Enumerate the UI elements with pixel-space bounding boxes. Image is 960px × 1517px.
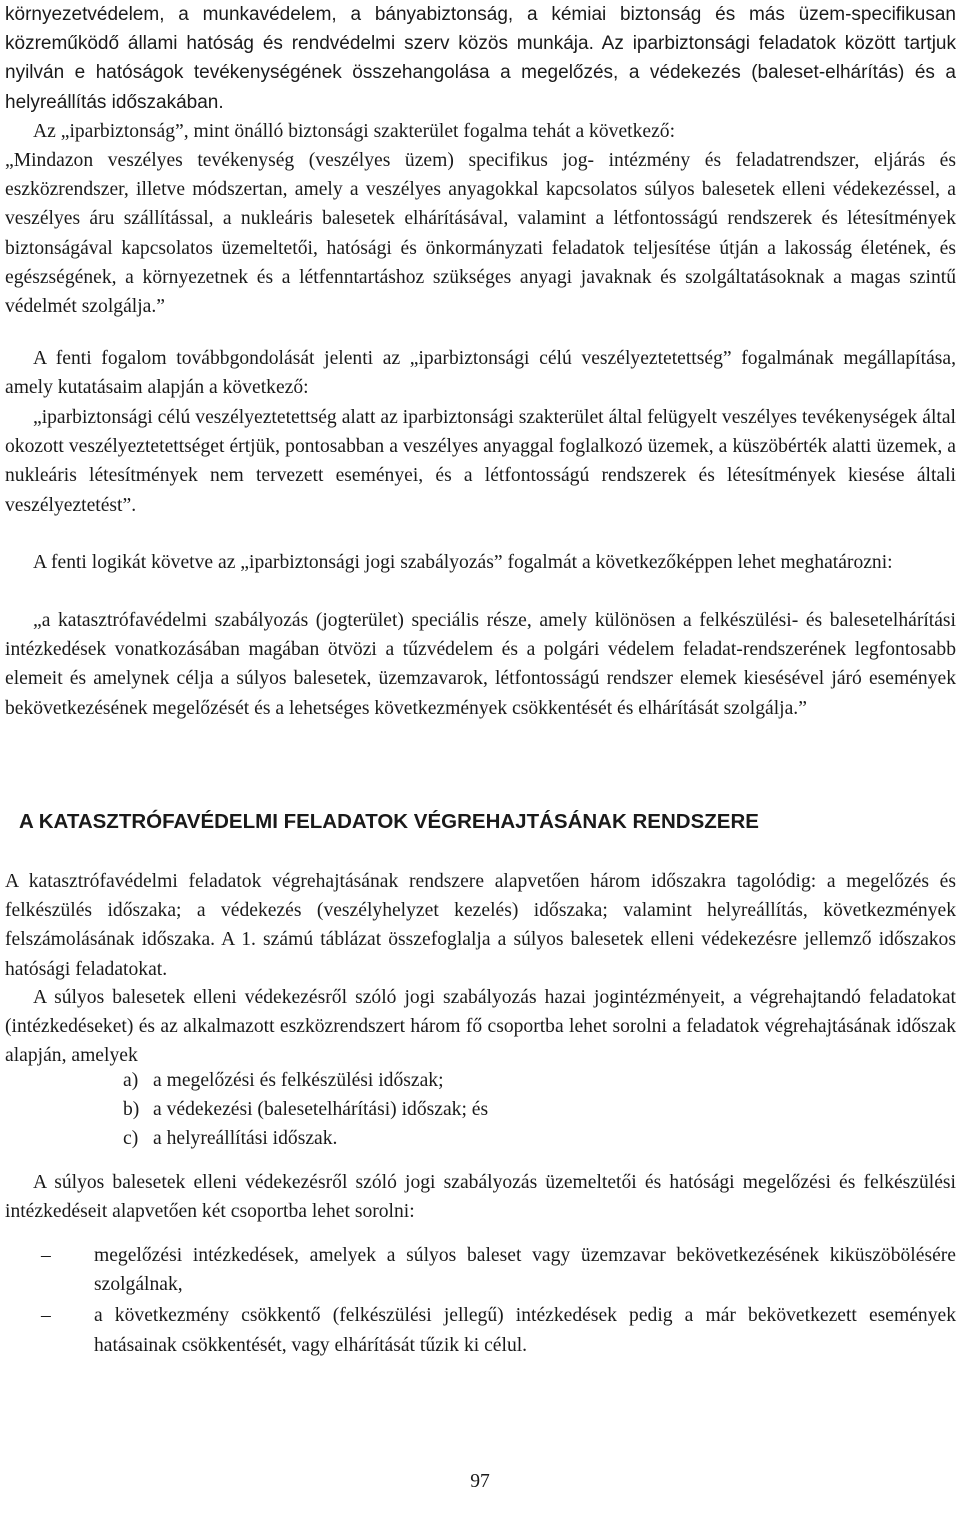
- dash-marker: –: [41, 1245, 51, 1266]
- list-item-text: a helyreállítási időszak.: [153, 1128, 338, 1150]
- measures-list: [5, 1241, 956, 1362]
- paragraph-10: A súlyos balesetek elleni védekezésről szóló jogi szabályozás üzemeltetői és hatósági megelőzési és felkészülési intézkedéseit alapvetően két csoportba lehet sorolni:: [5, 1172, 956, 1223]
- list-item-text: a védekezési (balesetelhárítási) időszak; és: [153, 1099, 489, 1121]
- list-item-text: a következmény csökkentő (felkészülési jellegű) intézkedések pedig a már bekövetkezett események hatásainak csökkentését, vagy elhárítását tűzik ki célul.: [94, 1305, 956, 1356]
- list-item: [5, 1301, 956, 1359]
- paragraph-1: környezetvédelem, a munkavédelem, a bányabiztonság, a kémiai biztonság és más üzem-specifikusan közreműködő állami hatóság és rendvédelmi szerv közös munkája. Az iparbiztonsági feladatok között tartjuk nyilván e hatóságok tevékenységének összehangolása a megelőzés, a védekezés (baleset-elhárítás) és a helyreállítás időszakában.: [5, 4, 956, 113]
- list-item: [5, 1066, 956, 1095]
- list-marker: a): [123, 1070, 139, 1091]
- list-item: [5, 1241, 956, 1299]
- list-item: [5, 1124, 956, 1153]
- paragraph-6: A fenti logikát követve az „iparbiztonsági jogi szabályozás” fogalmát a következőképpen lehet meghatározni:: [33, 552, 893, 573]
- paragraph-8: A katasztrófavédelmi feladatok végrehajtásának rendszere alapvetően három időszakra tagolódig: a megelőzés és felkészülés időszaka; a védekezés (veszélyhelyzet kezelés) időszaka; valamint helyreállítás, következmények felszámolásának időszaka. A 1. számú táblázat összefoglalja a súlyos balesetek elleni védekezésre jellemző időszakos hatósági feladatokat.: [5, 871, 956, 980]
- definition-veszelyeztetettseg: „iparbiztonsági célú veszélyeztetettség alatt az iparbiztonsági szakterület által felügyelt veszélyes tevékenységek által okozott veszélyeztetettséget értjük, pontosabban a veszélyes anyaggal foglalkozó üzemek, a küszöbérték alatti üzemek, a nukleáris létesítmények nem tervezett eseményei, és a létfontosságú rendszerek és létesítmények kiesése általi veszélyeztetést”.: [5, 407, 956, 516]
- paragraph-9: A súlyos balesetek elleni védekezésről szóló jogi szabályozás hazai jogintézményeit, a végrehajtandó feladatokat (intézkedéseket) és az alkalmazott eszközrendszert három fő csoportba lehet sorolni a feladatok végrehajtásának időszak alapján, amelyek: [5, 987, 956, 1067]
- definition-jogi-szabalyozas: „a katasztrófavédelmi szabályozás (jogterület) speciális része, amely különösen a felkészülési- és balesetelhárítási intézkedések vonatkozásában magában ötvözi a tűzvédelem és a polgári védelem feladat-rendszerének legfontosabb elemeit és amelynek célja a súlyos balesetek, üzemzavarok, létfontosságú rendszer elemek kiesésével járó események bekövetkezésének megelőzését és a lehetséges következmények csökkentését és elhárítását szolgálja.”: [5, 610, 956, 719]
- dash-marker: –: [41, 1305, 51, 1327]
- definition-iparbiztonsag: „Mindazon veszélyes tevékenység (veszélyes üzem) specifikus jog- intézmény és feladatrendszer, eljárás és eszközrendszer, illetve módszertan, amely a veszélyes anyagokkal kapcsolatos súlyos balesetek elleni védekezéssel, a veszélyes áru szállítással, a nukleáris balesetek elhárításával, valamint a létfontosságú rendszerek és létesítmények biztonságával kapcsolatos üzemeltetői, hatósági és önkormányzati feladatok teljesítése útján a lakosság életének, és egészségének, a környezetnek és a létfenntartáshoz szükséges anyagi javaknak és szolgáltatásoknak a magas szintű védelmét szolgálja.”: [5, 150, 956, 318]
- paragraph-2: Az „iparbiztonság”, mint önálló biztonsági szakterület fogalma tehát a következő:: [33, 121, 676, 142]
- period-list: [5, 1066, 956, 1154]
- section-heading: A KATASZTRÓFAVÉDELMI FELADATOK VÉGREHAJTÁSÁNAK RENDSZERE: [19, 810, 759, 833]
- list-item-text: megelőzési intézkedések, amelyek a súlyos baleset vagy üzemzavar bekövetkezésének kiküszöbölésére szolgálnak,: [94, 1245, 956, 1296]
- paragraph-4: A fenti fogalom továbbgondolását jelenti az „iparbiztonsági célú veszélyeztetettség” fogalmának megállapítása, amely kutatásaim alapján a következő:: [5, 348, 956, 399]
- list-item-text: a megelőzési és felkészülési időszak;: [153, 1070, 444, 1091]
- list-item: [5, 1095, 956, 1124]
- page-number: 97: [470, 1471, 490, 1492]
- list-marker: b): [123, 1099, 140, 1121]
- list-marker: c): [123, 1128, 139, 1150]
